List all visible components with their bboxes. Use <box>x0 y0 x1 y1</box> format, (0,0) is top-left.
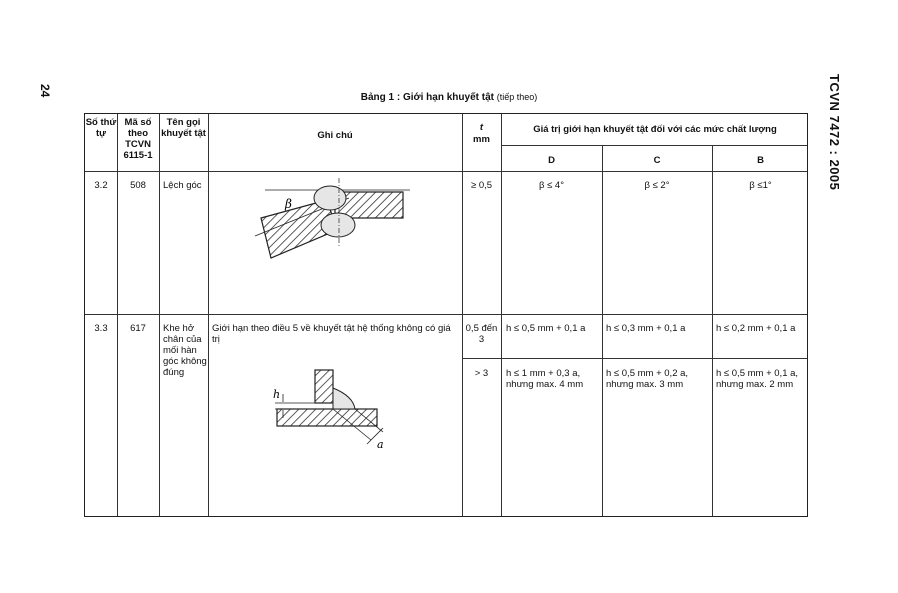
defect-limit-table <box>84 113 808 517</box>
header-ten-goi: Tên gọi khuyết tật <box>161 117 206 139</box>
col-divider <box>159 114 160 516</box>
header-t-symbol: t <box>479 122 484 133</box>
row-limit-d: h ≤ 0,5 mm + 0,1 a <box>506 323 586 334</box>
weld-bead-top <box>314 186 346 210</box>
col-divider <box>117 114 118 516</box>
table-title <box>0 92 898 103</box>
row-stt: 3.3 <box>94 323 108 334</box>
page-number: 24 <box>38 84 52 98</box>
row-ghi-chu: Giới hạn theo điều 5 về khuyết tật hệ thống không có giá trị <box>212 323 451 345</box>
col-divider <box>462 114 463 516</box>
row-limit-b: h ≤ 0,5 mm + 0,1 a, nhưng max. 2 mm <box>716 368 799 390</box>
row-limit-c: h ≤ 0,5 mm + 0,2 a, nhưng max. 3 mm <box>606 368 689 390</box>
header-ghi-chu: Ghi chú <box>317 130 353 141</box>
fillet-weld <box>333 388 355 409</box>
row-ten-goi: Lệch góc <box>163 180 202 191</box>
row-limit-c: h ≤ 0,3 mm + 0,1 a <box>606 323 686 334</box>
header-t-unit: mm <box>473 134 490 145</box>
row-divider <box>501 145 807 146</box>
header-ma-so: Mã số theo TCVN 6115-1 <box>123 117 153 161</box>
weld-bead-bottom <box>321 213 355 237</box>
row-divider <box>462 358 807 359</box>
col-divider <box>501 114 502 516</box>
col-divider <box>602 145 603 516</box>
row-t-value: > 3 <box>474 368 489 379</box>
row-divider <box>85 314 807 315</box>
row-limit-c: β ≤ 2° <box>644 180 670 191</box>
row-limit-b: β ≤1° <box>749 180 772 191</box>
row-limit-b: h ≤ 0,2 mm + 0,1 a <box>716 323 796 334</box>
table-title-main: Bảng 1 : Giới hạn khuyết tật <box>360 92 494 103</box>
row-ten-goi: Khe hở chân của mối hàn góc không đúng <box>163 323 207 378</box>
header-level-d: D <box>548 155 555 166</box>
angular-misalignment-diagram <box>245 178 415 273</box>
angle-label: β <box>285 197 292 211</box>
col-divider <box>712 145 713 516</box>
standard-code: TCVN 7472 : 2005 <box>827 74 842 191</box>
col-divider <box>208 114 209 516</box>
row-ma-so: 617 <box>130 323 146 334</box>
table-title-cont: (tiếp theo) <box>496 92 538 102</box>
row-ma-so: 508 <box>130 180 146 191</box>
header-level-b: B <box>757 155 764 166</box>
header-limit-group: Giá trị giới hạn khuyết tật đối với các mức chất lượng <box>533 124 777 135</box>
base-plate <box>277 409 377 426</box>
row-limit-d: h ≤ 1 mm + 0,3 a, nhưng max. 4 mm <box>506 368 584 390</box>
h-label: h <box>273 388 281 401</box>
row-t-value: 0,5 đến 3 <box>465 323 498 345</box>
row-limit-d: β ≤ 4° <box>538 180 565 191</box>
header-level-c: C <box>653 155 661 166</box>
a-label: a <box>377 438 384 451</box>
row-t-value: ≥ 0,5 <box>470 180 493 191</box>
fillet-root-gap-diagram <box>265 366 400 458</box>
header-stt: Số thứ tự <box>85 117 117 139</box>
row-divider <box>85 171 807 172</box>
row-stt: 3.2 <box>94 180 108 191</box>
vertical-plate <box>315 370 333 403</box>
